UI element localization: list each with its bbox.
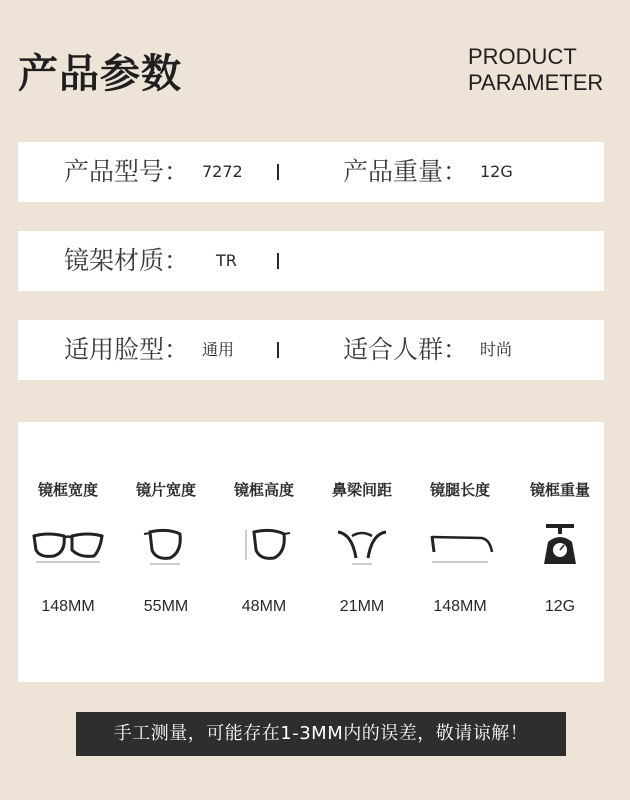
title-en-line1: PRODUCT xyxy=(468,44,577,69)
separator xyxy=(277,342,279,358)
separator xyxy=(277,164,279,180)
param-row-model-weight xyxy=(18,142,604,202)
measure-value: 55MM xyxy=(143,598,189,615)
face-label: 适用脸型： xyxy=(64,335,190,364)
weight-label: 产品重量： xyxy=(343,157,469,186)
face-value: 通用 xyxy=(202,340,235,359)
crowd-value: 时尚 xyxy=(480,340,513,359)
measure-name: 镜片宽度 xyxy=(135,481,196,499)
measure-name: 镜框高度 xyxy=(233,481,294,499)
measurement-notice: 手工测量，可能存在1-3MM内的误差，敬请谅解！ xyxy=(76,712,566,756)
measure-value: 21MM xyxy=(339,598,385,615)
weight-value: 12G xyxy=(480,162,513,181)
param-row-material xyxy=(18,231,604,291)
material-label: 镜架材质： xyxy=(64,246,190,275)
measure-name: 镜框重量 xyxy=(529,481,590,499)
model-value: 7272 xyxy=(202,162,243,181)
separator xyxy=(277,253,279,269)
model-label: 产品型号： xyxy=(64,157,190,186)
measure-name: 镜框宽度 xyxy=(37,481,98,499)
page-title-cn: 产品参数 xyxy=(18,51,182,97)
nose-bridge-icon xyxy=(322,522,402,568)
temple-length-icon xyxy=(420,522,500,568)
frame-height-icon xyxy=(224,522,304,568)
param-row-face-crowd xyxy=(18,320,604,380)
page-title-en xyxy=(468,44,603,96)
measure-value: 148MM xyxy=(433,598,487,615)
measurement-panel xyxy=(18,422,604,682)
frame-width-glasses-icon xyxy=(28,522,108,568)
scale-icon xyxy=(520,522,600,568)
measure-name: 镜腿长度 xyxy=(429,481,490,499)
measure-value: 12G xyxy=(544,598,576,615)
title-en-line2: PARAMETER xyxy=(468,70,604,95)
measure-name: 鼻梁间距 xyxy=(331,481,392,499)
material-value: TR xyxy=(216,251,237,270)
crowd-label: 适合人群： xyxy=(343,335,469,364)
measure-value: 48MM xyxy=(241,598,287,615)
lens-width-icon xyxy=(126,522,206,568)
measure-value: 148MM xyxy=(41,598,95,615)
